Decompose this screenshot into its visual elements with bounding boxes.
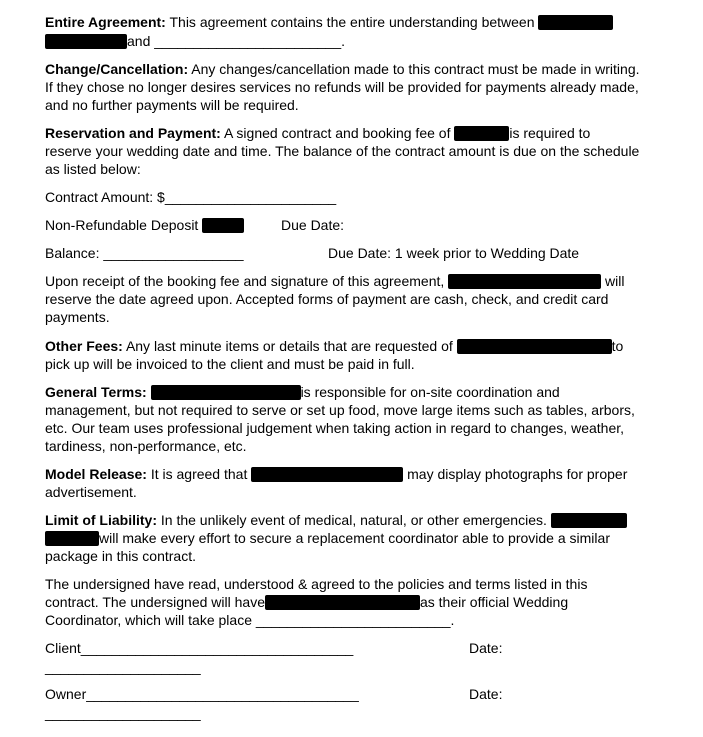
owner-signature-line[interactable]: Owner___________________________________ [45,686,359,702]
client-signature-line[interactable]: Client___________________________________ [45,640,354,656]
undersigned-line-1: The undersigned have read, understood & agreed to the policies and terms listed in this [45,576,588,592]
receipt-line-1: Upon receipt of the booking fee and signature of this agreement, will [45,273,625,289]
general-line-4: tardiness, non-performance, etc. [45,438,247,454]
general-heading: General Terms: [45,384,147,400]
model-line-2: advertisement. [45,484,137,500]
model-heading: Model Release: [45,466,147,482]
redaction [45,531,99,546]
deposit-due-date: Due Date: [281,217,345,233]
redaction [538,15,613,30]
redaction [202,218,244,233]
fees-line-1: Other Fees: Any last minute items or details that are requested of to [45,338,624,354]
reservation-heading: Reservation and Payment: [45,125,221,141]
fees-heading: Other Fees: [45,338,123,354]
deposit-field: Non-Refundable Deposit [45,217,244,234]
reservation-line-1: Reservation and Payment: A signed contract and booking fee of is required to [45,125,591,141]
fees-line-2: pick up will be invoiced to the client and must be paid in full. [45,356,415,372]
entire-agreement-heading: Entire Agreement: [45,14,166,30]
redaction [457,339,612,354]
receipt-line-2: reserve the date agreed upon. Accepted forms of payment are cash, check, and credit card [45,291,609,307]
redaction [448,274,601,289]
liability-line-2: will make every effort to secure a replacement coordinator able to provide a similar [45,530,610,547]
change-line-1: Change/Cancellation: Any changes/cancellation made to this contract must be made in writing. [45,61,640,77]
redaction [251,467,403,482]
reservation-line-3: as listed below: [45,161,141,177]
owner-signature-line-2[interactable]: ____________________ [45,705,201,721]
entire-agreement-line-2: and ________________________. [45,33,345,50]
general-line-2: management, but not required to serve or set up food, move large items such as tables, arbors, [45,402,635,418]
redaction [454,126,509,141]
contract-amount-field: Contract Amount: $______________________ [45,189,337,205]
balance-field: Balance: __________________ [45,245,244,261]
client-signature-line-2[interactable]: ____________________ [45,659,201,675]
change-heading: Change/Cancellation: [45,61,189,77]
reservation-line-2: reserve your wedding date and time. The balance of the contract amount is due on the schedule [45,143,640,159]
receipt-line-3: payments. [45,309,110,325]
general-line-3: etc. Our team uses professional judgement when taking action in regard to changes, weather, [45,420,625,436]
redaction [45,34,127,49]
model-line-1: Model Release: It is agreed that may display photographs for proper [45,466,628,482]
client-date-label: Date: [469,640,503,656]
redaction [551,513,627,528]
liability-line-3: package in this contract. [45,548,196,564]
change-line-2: If they chose no longer desires services no refunds will be provided for payments already made, [45,79,639,95]
general-line-1: General Terms: is responsible for on-site coordination and [45,384,560,400]
change-line-3: and no further payments will be required. [45,97,299,113]
balance-due-date: Due Date: 1 week prior to Wedding Date [328,245,580,261]
entire-agreement-line-1: Entire Agreement: This agreement contains the entire understanding between [45,14,613,31]
liability-line-1: Limit of Liability: In the unlikely event of medical, natural, or other emergencies. [45,512,627,529]
redaction [151,385,301,400]
liability-heading: Limit of Liability: [45,512,157,528]
redaction [265,595,420,610]
undersigned-line-3: Coordinator, which will take place _________________________. [45,612,455,628]
undersigned-line-2: contract. The undersigned will have as their official Wedding [45,594,569,610]
owner-date-label: Date: [469,686,503,702]
